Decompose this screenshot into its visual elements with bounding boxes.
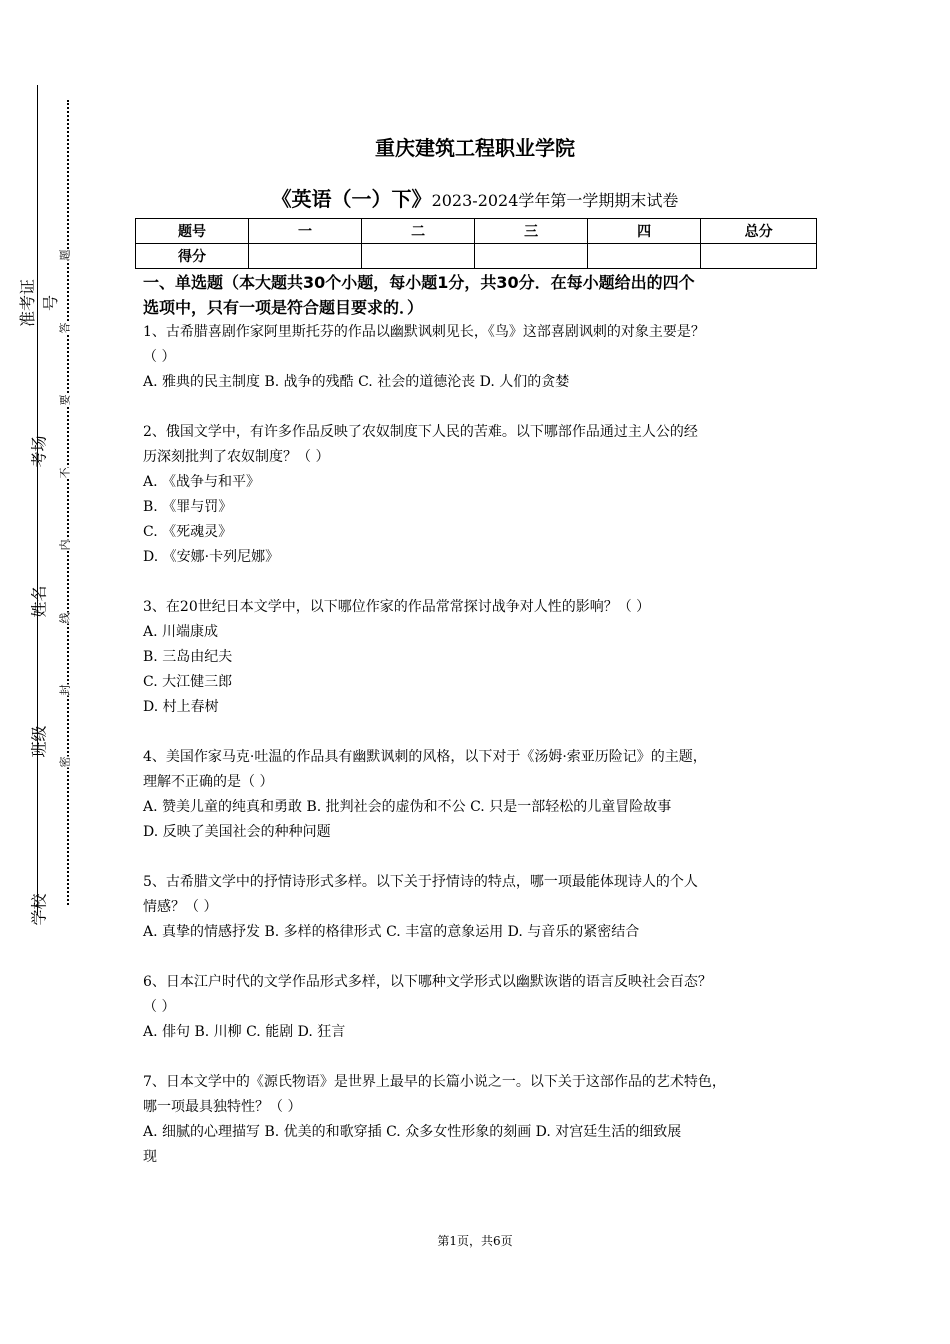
question-stem: 6、日本江户时代的文学作品形式多样，以下哪种文学形式以幽默诙谐的语言反映社会百态？	[143, 974, 712, 990]
score-header-cell: 三	[475, 219, 588, 244]
seal-char: 密	[55, 757, 75, 768]
score-cell	[701, 244, 817, 269]
exam-room-label: 考场	[29, 435, 49, 468]
question-options: D. 反映了美国社会的种种问题	[143, 824, 331, 840]
score-header-cell: 二	[362, 219, 475, 244]
question-option: A. 《战争与和平》	[143, 474, 261, 490]
question-option: B. 三岛由纪夫	[143, 649, 233, 665]
seal-char: 线	[55, 613, 75, 624]
question-stem: （ ）	[143, 349, 176, 365]
score-cell	[362, 244, 475, 269]
binding-solid-line	[37, 85, 38, 915]
score-table	[135, 218, 817, 269]
question-option: A. 川端康成	[143, 624, 219, 640]
question-option: D. 村上春树	[143, 699, 219, 715]
question-stem: 情感？（ ）	[143, 899, 218, 915]
seal-char: 内	[55, 540, 75, 551]
exam-subtitle	[130, 183, 820, 212]
score-header-cell: 一	[249, 219, 362, 244]
question-options: A. 俳句 B. 川柳 C. 能剧 D. 狂言	[143, 1024, 346, 1040]
score-header-cell: 总分	[701, 219, 817, 244]
page-footer: 第1页，共6页	[437, 1234, 513, 1248]
question-stem: （ ）	[143, 999, 176, 1015]
question-option: B. 《罪与罚》	[143, 499, 233, 515]
course-name: 《英语（一）下》	[271, 187, 432, 211]
class-label: 班级	[29, 725, 49, 758]
section-title: 一、单选题（本大题共30个小题，每小题1分，共30分．在每小题给出的四个	[143, 273, 695, 292]
binding-margin	[0, 0, 110, 1344]
question-option: D. 《安娜·卡列尼娜》	[143, 549, 280, 565]
question-stem: 1、古希腊喜剧作家阿里斯托芬的作品以幽默讽刺见长，《鸟》这部喜剧讽刺的对象主要是？	[143, 324, 705, 340]
exam-term: 2023-2024学年第一学期期末试卷	[431, 191, 679, 210]
exam-number-label: 准考证号	[18, 279, 60, 328]
seal-char: 不	[55, 468, 75, 479]
seal-char: 封	[55, 685, 75, 696]
score-cell	[475, 244, 588, 269]
question-options: A. 赞美儿童的纯真和勇敢 B. 批判社会的虚伪和不公 C. 只是一部轻松的儿童冒险故事	[143, 799, 672, 815]
score-cell	[588, 244, 701, 269]
section-title: 选项中，只有一项是符合题目要求的．）	[143, 298, 424, 317]
question-options: A. 雅典的民主制度 B. 战争的残酷 C. 社会的道德沦丧 D. 人们的贪婪	[143, 374, 570, 390]
question-options: A. 细腻的心理描写 B. 优美的和歌穿插 C. 众多女性形象的刻画 D. 对宫廷生活的细致展	[143, 1124, 682, 1140]
school-title: 重庆建筑工程职业学院	[375, 136, 575, 160]
binding-dotted-line	[67, 100, 69, 905]
question-stem: 7、日本文学中的《源氏物语》是世界上最早的长篇小说之一。以下关于这部作品的艺术特色，	[143, 1074, 726, 1090]
name-label: 姓名	[29, 585, 49, 618]
question-stem: 理解不正确的是（ ）	[143, 774, 274, 790]
question-options: 现	[143, 1149, 157, 1165]
score-table-score-row	[136, 244, 817, 269]
score-table-header-row	[136, 219, 817, 244]
question-area	[143, 270, 823, 1170]
seal-char: 答	[55, 323, 75, 334]
question-stem: 5、古希腊文学中的抒情诗形式多样。以下关于抒情诗的特点，哪一项最能体现诗人的个人	[143, 874, 698, 890]
seal-char: 要	[55, 395, 75, 406]
score-cell	[249, 244, 362, 269]
question-stem: 2、俄国文学中，有许多作品反映了农奴制度下人民的苦难。以下哪部作品通过主人公的经	[143, 424, 698, 440]
question-stem: 历深刻批判了农奴制度？（ ）	[143, 449, 330, 465]
question-options: A. 真挚的情感抒发 B. 多样的格律形式 C. 丰富的意象运用 D. 与音乐的紧密结合	[143, 924, 640, 940]
question-option: C. 《死魂灵》	[143, 524, 233, 540]
school-label: 学校	[29, 893, 49, 926]
question-stem: 4、美国作家马克·吐温的作品具有幽默讽刺的风格，以下对于《汤姆·索亚历险记》的主题，	[143, 749, 707, 765]
score-header-cell: 四	[588, 219, 701, 244]
score-row-label: 得分	[136, 244, 249, 269]
question-stem: 哪一项最具独特性？（ ）	[143, 1099, 302, 1115]
question-option: C. 大江健三郎	[143, 674, 233, 690]
question-stem: 3、在20世纪日本文学中，以下哪位作家的作品常常探讨战争对人性的影响？（ ）	[143, 599, 651, 615]
seal-char: 题	[55, 250, 75, 261]
score-header-cell: 题号	[136, 219, 249, 244]
